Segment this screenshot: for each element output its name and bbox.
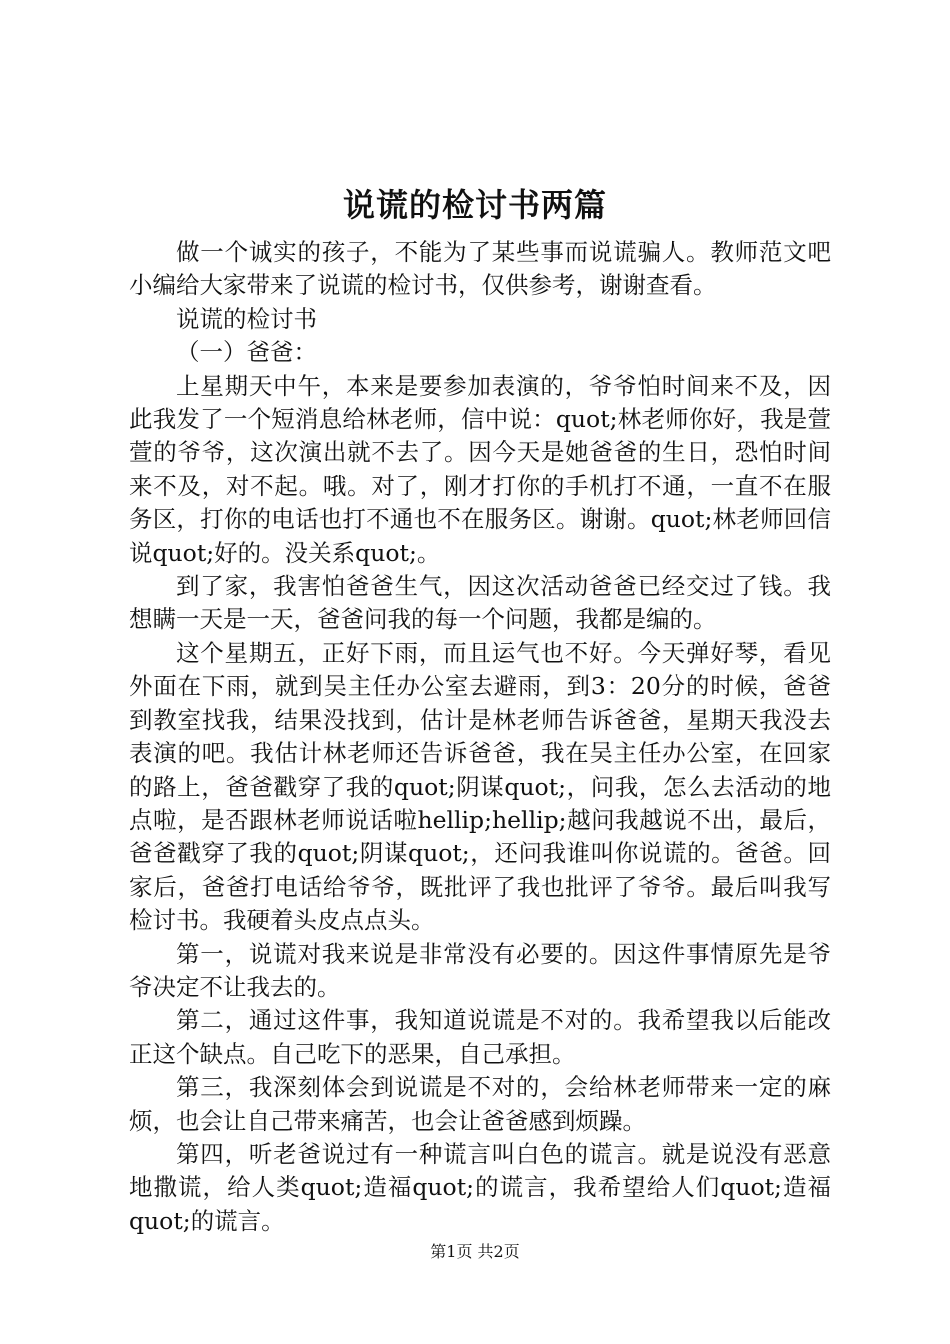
intro-paragraph: 做一个诚实的孩子，不能为了某些事而说谎骗人。教师范文吧小编给大家带来了说谎的检讨书，仅供参考，谢谢查看。 — [129, 238, 831, 300]
document-body — [129, 236, 831, 1238]
body-paragraph: 第二，通过这件事，我知道说谎是不对的。我希望我以后能改正这个缺点。自己吃下的恶果，自己承担。 — [129, 1006, 831, 1068]
body-paragraph: 到了家，我害怕爸爸生气，因这次活动爸爸已经交过了钱。我想瞒一天是一天，爸爸问我的每一个问题，我都是编的。 — [129, 572, 831, 634]
body-paragraph: 上星期天中午，本来是要参加表演的，爷爷怕时间来不及，因此我发了一个短消息给林老师，信中说：quot;林老师你好，我是萱萱的爷爷，这次演出就不去了。因今天是她爸爸的生日，恐怕时间来不及，对不起。哦。对了，刚才打你的手机打不通，一直不在服务区，打你的电话也打不通也不在服务区。谢谢。quot;林老师回信说quot;好的。没关系quot;。 — [129, 371, 831, 567]
body-paragraph: 这个星期五，正好下雨，而且运气也不好。今天弹好琴，看见外面在下雨，就到吴主任办公室去避雨，到3：20分的时候，爸爸到教室找我，结果没找到，估计是林老师告诉爸爸，星期天我没去表演的吧。我估计林老师还告诉爸爸，我在吴主任办公室，在回家的路上，爸爸戳穿了我的quot;阴谋quot;，问我，怎么去活动的地点啦，是否跟林老师说话啦hellip;hellip;越问我越说不出，最后，爸爸戳穿了我的quot;阴谋quot;，还问我谁叫你说谎的。爸爸。回家后，爸爸打电话给爷爷，既批评了我也批评了爷爷。最后叫我写检讨书。我硬着头皮点点头。 — [129, 638, 831, 935]
section-heading: 说谎的检讨书 — [176, 304, 317, 333]
body-paragraph: 第四，听老爸说过有一种谎言叫白色的谎言。就是说没有恶意地撒谎，给人类quot;造福quot;的谎言，我希望给人们quot;造福quot;的谎言。 — [129, 1139, 831, 1235]
document-title: 说谎的检讨书两篇 — [342, 186, 607, 224]
body-paragraph: 第三，我深刻体会到说谎是不对的，会给林老师带来一定的麻烦，也会让自己带来痛苦，也会让爸爸感到烦躁。 — [129, 1073, 831, 1135]
body-paragraph: 第一，说谎对我来说是非常没有必要的。因这件事情原先是爷爷决定不让我去的。 — [129, 939, 831, 1001]
salutation: （一）爸爸： — [176, 338, 317, 367]
page-number: 第1页 共2页 — [430, 1242, 520, 1261]
